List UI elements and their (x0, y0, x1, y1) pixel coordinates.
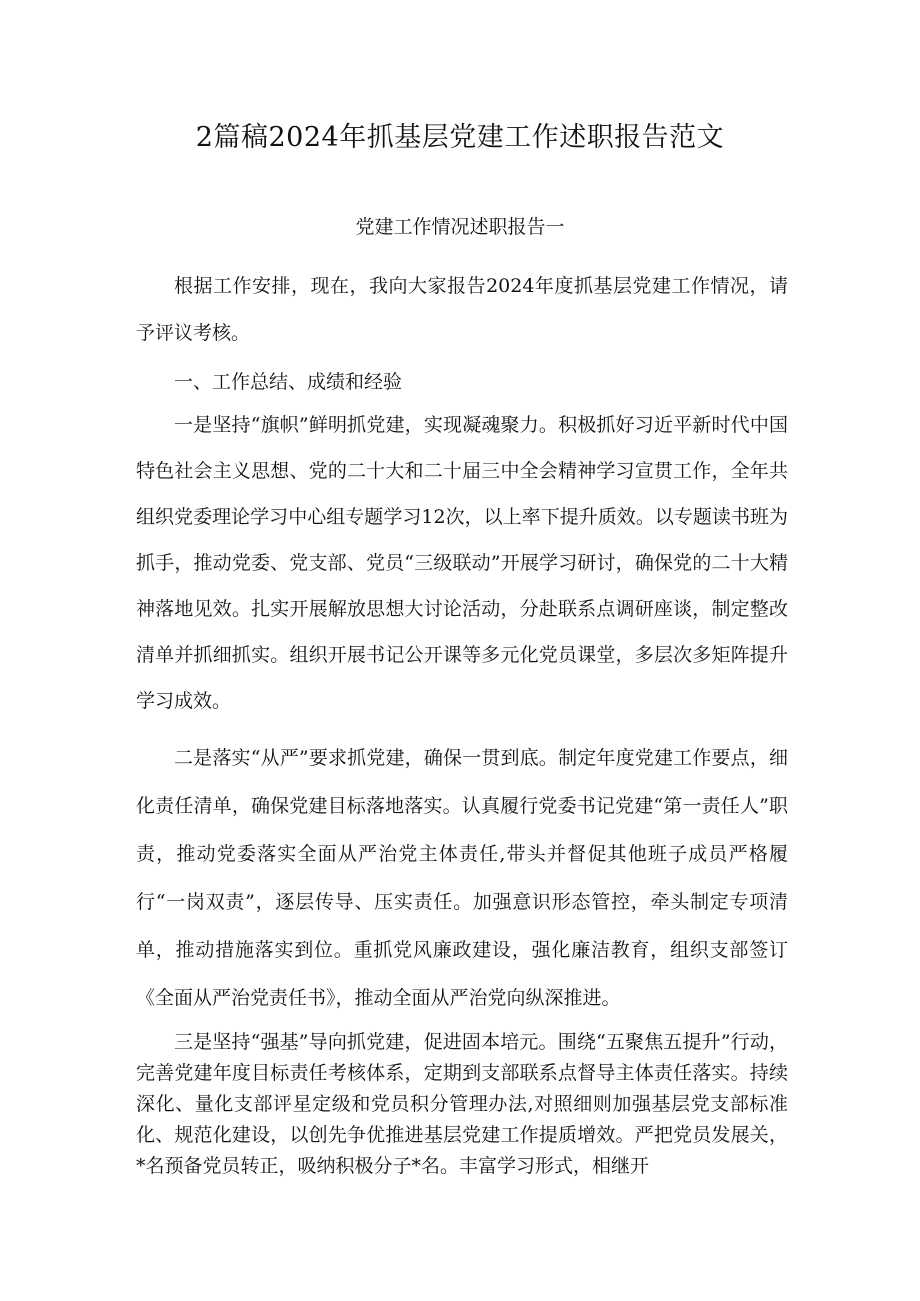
section-heading: 一、工作总结、成绩和经验 (174, 371, 403, 393)
section-subtitle: 党建工作情况述职报告一 (355, 216, 565, 238)
paragraph-intro: 根据工作安排，现在，我向大家报告2024年度抓基层党建工作情况，请予评议考核。 (136, 275, 788, 344)
paragraph-third-point: 三是坚持“强基”导向抓党建，促进固本培元。围绕“五聚焦五提升”行动，完善党建年度目标责任考核体系，定期到支部联系点督导主体责任落实。持续深化、量化支部评星定级和党员积分管理办法,对照细则加强基层党支部标准化、规范化建设，以创先争优推进基层党建工作提质增效。严把党员发展关，*名预备党员转正，吸纳积极分子*名。丰富学习形式，相继开 (136, 1031, 788, 1177)
paragraph-second-point: 二是落实“从严”要求抓党建，确保一贯到底。制定年度党建工作要点，细化责任清单，确保党建目标落地落实。认真履行党委书记党建“第一责任人”职责，推动党委落实全面从严治党主体责任,带头并督促其他班子成员严格履行“一岗双责”，逐层传导、压实责任。加强意识形态管控，牵头制定专项清单，推动措施落实到位。重抓党风廉政建设，强化廉洁教育，组织支部签订《全面从严治党责任书》，推动全面从严治党向纵深推进。 (136, 747, 788, 1009)
document-title: 2篇稿2024年抓基层党建工作述职报告范文 (195, 122, 725, 153)
paragraph-first-point: 一是坚持“旗帜”鲜明抓党建，实现凝魂聚力。积极抓好习近平新时代中国特色社会主义思想、党的二十大和二十届三中全会精神学习宣贯工作，全年共组织党委理论学习中心组专题学习12次，以上率下提升质效。以专题读书班为抓手，推动党委、党支部、党员“三级联动”开展学习研讨，确保党的二十大精神落地见效。扎实开展解放思想大讨论活动，分赴联系点调研座谈，制定整改清单并抓细抓实。组织开展书记公开课等多元化党员课堂，多层次多矩阵提升学习成效。 (136, 414, 788, 712)
